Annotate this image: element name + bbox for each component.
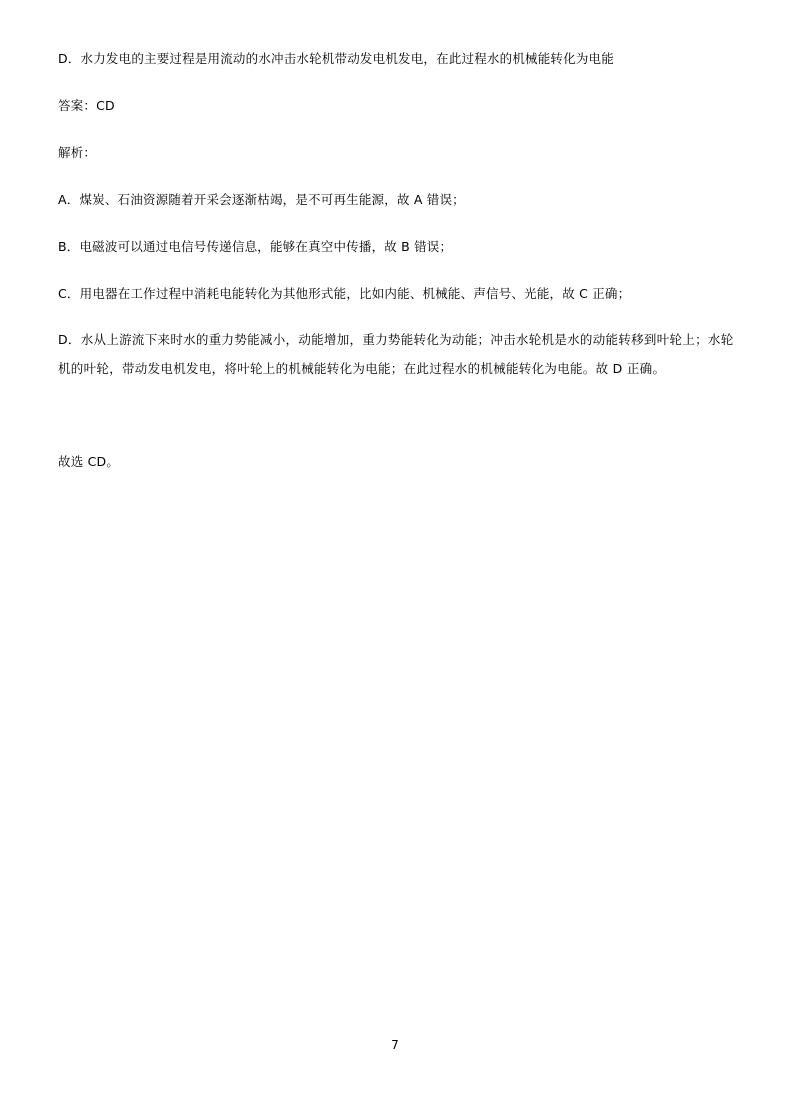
answer-line: 答案：CD	[58, 98, 115, 113]
conclusion-line: 故选 CD。	[58, 454, 120, 469]
page-number: 7	[391, 1038, 399, 1052]
analysis-d: D．水从上游流下来时水的重力势能减小，动能增加，重力势能转化为动能；冲击水轮机是水的动能转移到叶轮上；水轮机的叶轮，带动发电机发电，将叶轮上的机械能转化为电能；在此过程水的机械能转化为电能。故 D 正确。	[58, 332, 734, 376]
option-d-line: D．水力发电的主要过程是用流动的水冲击水轮机带动发电机发电，在此过程水的机械能转化为电能	[58, 51, 614, 66]
analysis-a: A．煤炭、石油资源随着开采会逐渐枯竭，是不可再生能源，故 A 错误；	[58, 192, 465, 207]
analysis-b: B．电磁波可以通过电信号传递信息，能够在真空中传播，故 B 错误；	[58, 239, 453, 254]
analysis-c: C．用电器在工作过程中消耗电能转化为其他形式能，比如内能、机械能、声信号、光能，故 C 正确；	[58, 286, 631, 301]
analysis-heading: 解析：	[58, 145, 97, 160]
